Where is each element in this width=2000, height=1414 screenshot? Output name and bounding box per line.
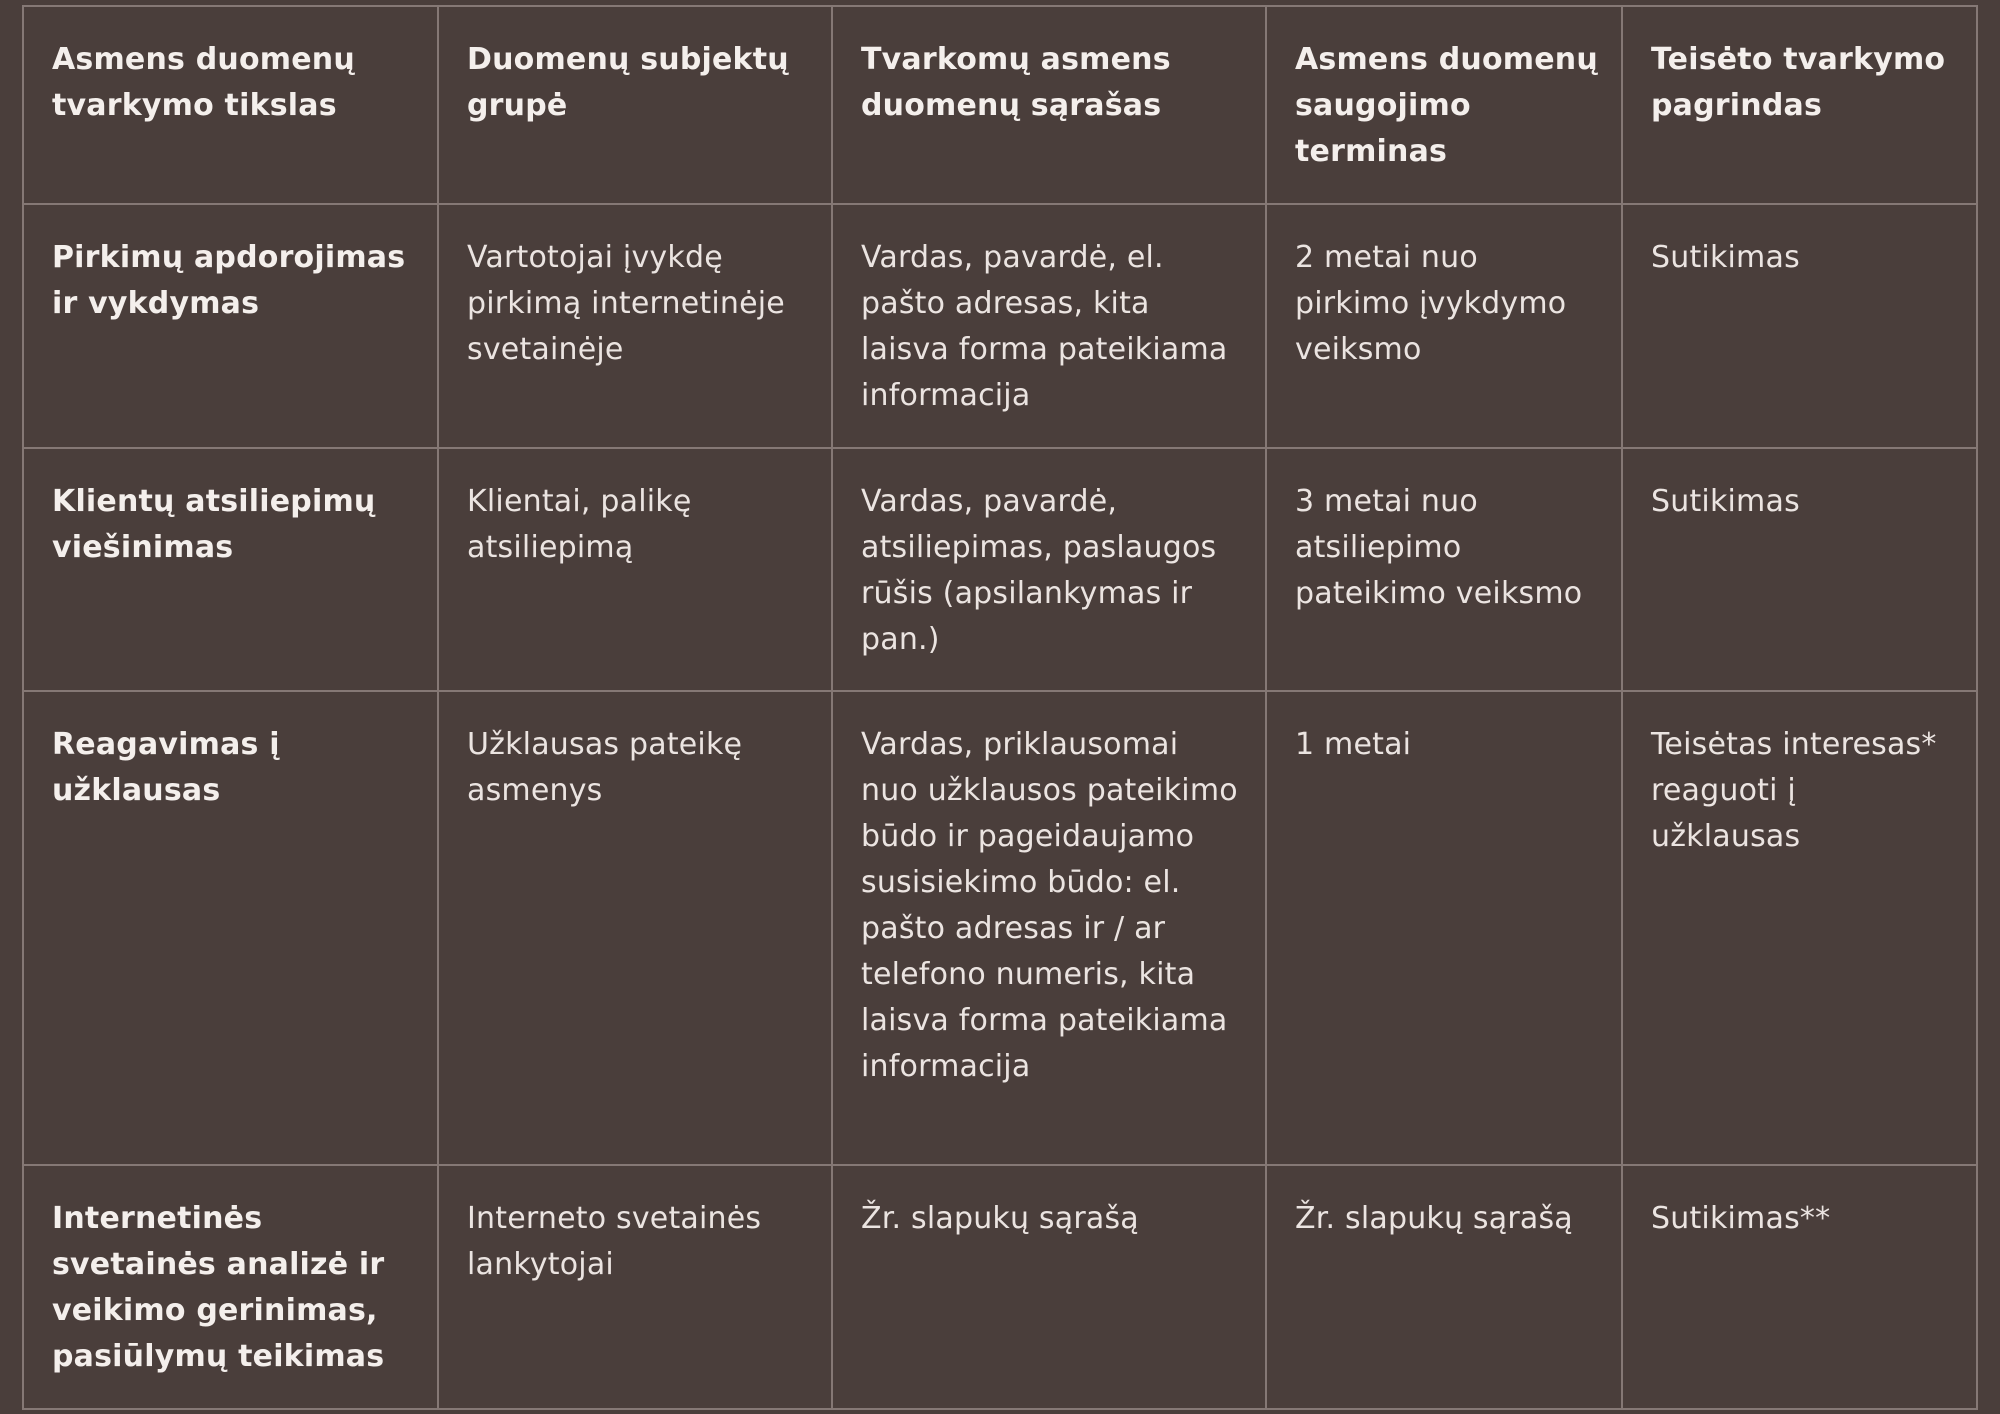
cell-subjects: Interneto svetainės lankytojai [438,1165,832,1409]
table-row [23,204,1977,448]
cell-purpose: Klientų atsiliepimų viešinimas [23,448,438,691]
cell-purpose: Reagavimas į užklausas [23,691,438,1165]
header-legal-basis: Teisėto tvarkymo pagrindas [1622,6,1977,204]
cell-purpose: Internetinės svetainės analizė ir veikimo gerinimas, pasiūlymų teikimas [23,1165,438,1409]
cell-retention: 3 metai nuo atsiliepimo pateikimo veiksmo [1266,448,1622,691]
cell-subjects: Užklausas pateikę asmenys [438,691,832,1165]
cell-subjects: Klientai, palikę atsiliepimą [438,448,832,691]
cell-subjects: Vartotojai įvykdę pirkimą internetinėje svetainėje [438,204,832,448]
cell-retention: 1 metai [1266,691,1622,1165]
table-row [23,691,1977,1165]
table-row [23,1165,1977,1409]
cell-data-list: Vardas, priklausomai nuo užklausos pateikimo būdo ir pageidaujamo susisiekimo būdo: el. pašto adresas ir / ar telefono numeris, kita laisva forma pateikiama informacija [832,691,1266,1165]
cell-data-list: Vardas, pavardė, atsiliepimas, paslaugos rūšis (apsilankymas ir pan.) [832,448,1266,691]
cell-legal-basis: Sutikimas [1622,448,1977,691]
cell-legal-basis: Sutikimas [1622,204,1977,448]
cell-data-list: Žr. slapukų sąrašą [832,1165,1266,1409]
cell-purpose: Pirkimų apdorojimas ir vykdymas [23,204,438,448]
data-processing-table-container [22,5,1976,1408]
data-processing-table [22,5,1978,1410]
header-data-list: Tvarkomų asmens duomenų sąrašas [832,6,1266,204]
header-subjects: Duomenų subjektų grupė [438,6,832,204]
cell-retention: 2 metai nuo pirkimo įvykdymo veiksmo [1266,204,1622,448]
cell-retention: Žr. slapukų sąrašą [1266,1165,1622,1409]
header-retention: Asmens duomenų saugojimo terminas [1266,6,1622,204]
cell-legal-basis: Sutikimas** [1622,1165,1977,1409]
table-row [23,448,1977,691]
cell-legal-basis: Teisėtas interesas* reaguoti į užklausas [1622,691,1977,1165]
table-header-row [23,6,1977,204]
cell-data-list: Vardas, pavardė, el. pašto adresas, kita laisva forma pateikiama informacija [832,204,1266,448]
header-purpose: Asmens duomenų tvarkymo tikslas [23,6,438,204]
